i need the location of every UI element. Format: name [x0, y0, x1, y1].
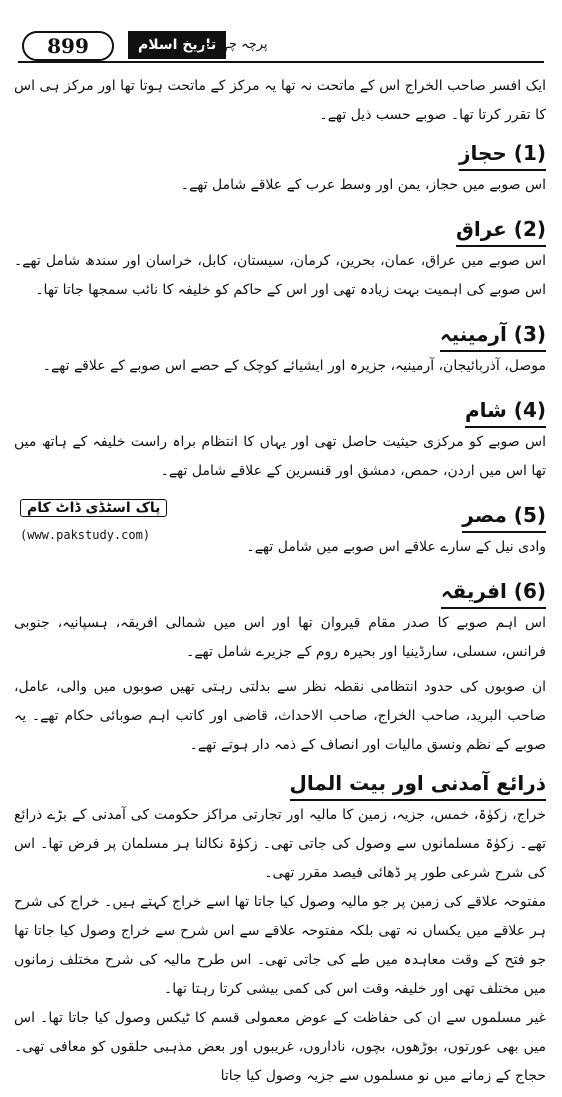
- section-armenia: [14, 311, 546, 381]
- header-rule: [18, 61, 544, 63]
- section-heading: (2) عراق: [456, 214, 546, 247]
- section-text: موصل، آذربائیجان، آرمینیہ، جزیرہ اور ایشیائے کوچک کے حصے اس صوبے کے علاقے تھے۔: [42, 358, 546, 374]
- section-hijaz: [14, 130, 546, 200]
- section-text: اس صوبے کو مرکزی حیثیت حاصل تھی اور یہاں کا انتظام براہ راست خلیفہ کے ہاتھ میں تھا اس میں اردن، حمص، دمشق اور قنسرین کے علاقے شامل تھے۔: [14, 434, 546, 479]
- section-text: اس صوبے میں حجاز، یمن اور وسط عرب کے علاقے شامل تھے۔: [180, 177, 546, 193]
- section-heading: ذرائع آمدنی اور بیت المال: [290, 768, 546, 801]
- section-iraq: [14, 206, 546, 305]
- section-revenue: [14, 760, 546, 1091]
- section-heading: (1) حجاز: [459, 138, 546, 171]
- book-title: تاریخ اسلام: [128, 31, 226, 59]
- admin-paragraph: ان صوبوں کی حدود انتظامی نقطہ نظر سے بدلتی رہتی تھیں صوبوں میں والی، عامل، صاحب البرید، صاحب الخراج، صاحب الاحداث، قاضی اور کاتب اہم صوبائی حکام تھے۔ یہ صوبے کے نظم ونسق مالیات اور انصاف کے ذمہ دار ہوتے تھے۔: [14, 679, 546, 753]
- intro-paragraph: ایک افسر صاحب الخراج اس کے ماتحت نہ تھا یہ مرکز کے ماتحت ہوتا تھا اور مرکز ہی اس کا تقرر کرتا تھا۔ صوبے حسب ذیل تھے۔: [14, 78, 546, 123]
- section-heading: (3) آرمینیہ: [440, 319, 546, 352]
- section-text: اس اہم صوبے کا صدر مقام قیروان تھا اور اس میں شمالی افریقہ، ہسپانیہ، جنوبی فرانس، سسلی، سارڈینیا اور بحیرہ روم کے جزیرے شامل تھے۔: [14, 615, 546, 660]
- section-sham: [14, 387, 546, 486]
- section-heading: (6) افریقہ: [441, 576, 546, 609]
- watermark-urdu: پاک اسٹڈی ڈاٹ کام: [20, 500, 167, 516]
- section-heading: (5) مصر: [462, 500, 546, 533]
- book-subtitle: پرچہ چہارم: [203, 37, 268, 52]
- section-afriqa: [14, 568, 546, 667]
- watermark-url: (www.pakstudy.com): [20, 528, 151, 542]
- revenue-paragraph: خراج، زکوٰۃ، خمس، جزیہ، زمین کا مالیہ اور تجارتی مراکز حکومت کی آمدنی کے بڑے ذرائع تھے۔ زکوٰۃ مسلمانوں سے وصول کی جاتی تھی۔ زکوٰۃ نکالنا ہر مسلمان پر فرض تھا۔ اس کی شرح شرعی طور پر ڈھائی فیصد مقرر تھی۔: [14, 807, 546, 881]
- section-text: اس صوبے میں عراق، عمان، بحرین، کرمان، سیستان، کابل، خراسان اور سندھ شامل تھے۔ اس صوبے کی اہمیت بہت زیادہ تھی اور اس کے حاکم کو خلیفہ کا نائب سمجھا جاتا تھا۔: [14, 253, 546, 298]
- page-header: [18, 31, 544, 65]
- revenue-paragraph: غیر مسلموں سے ان کی حفاظت کے عوض معمولی قسم کا ٹیکس وصول کیا جاتا تھا۔ اس میں بھی عورتوں، بوڑھوں، بچوں، ناداروں، غریبوں اور بعض مذہبی حلقوں کو معافی تھی۔ حجاج کے زمانے میں نو مسلموں سے جزیہ وصول کیا جاتا: [14, 1010, 546, 1084]
- section-heading: (4) شام: [465, 395, 546, 428]
- section-text: وادی نیل کے سارے علاقے اس صوبے میں شامل تھے۔: [246, 539, 546, 555]
- page-body: [14, 72, 546, 1097]
- page-number: 899: [22, 31, 114, 61]
- revenue-paragraph: مفتوحہ علاقے کی زمین پر جو مالیہ وصول کیا جاتا تھا اسے خراج کہتے ہیں۔ خراج کی شرح ہر علاقے میں یکساں نہ تھی بلکہ مفتوحہ علاقے سے اس شرح سے خراج وصول کیا جاتا تھا جو فتح کے وقت معاہدہ میں طے کی جاتی تھی۔ اس طرح مالیہ کی شرح مختلف زمانوں میں مختلف تھی اور خلیفہ وقت اس کی کمی بیشی کرتا رہتا تھا۔: [14, 894, 546, 997]
